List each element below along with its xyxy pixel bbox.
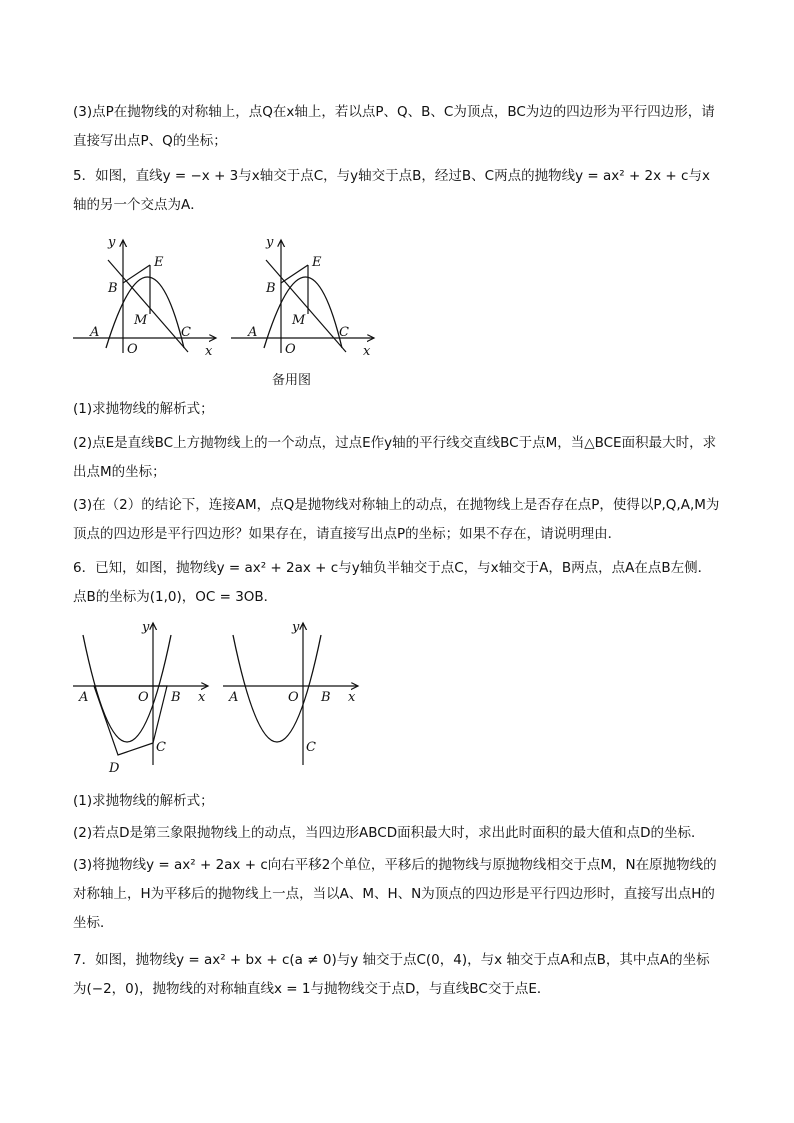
label-d: D — [109, 761, 120, 775]
label-m: M — [292, 313, 306, 328]
segment-be — [123, 265, 150, 283]
q5-part2: (2)点E是直线BC上方抛物线上的一个动点，过点E作y轴的平行线交直线BC于点M，当△BCE面积最大时，求出点M的坐标； — [73, 435, 717, 480]
segment-be — [281, 265, 308, 283]
q6-figure-2 — [218, 615, 368, 775]
q6-stem: 6．已知，如图，抛物线y = ax² + 2ax + c与y轴负半轴交于点C，与x轴交于A，B两点，点A在点B左侧．点B的坐标为(1,0)，OC = 3OB． — [73, 560, 712, 605]
label-x: x — [205, 344, 213, 358]
q6-part1: (1)求抛物线的解析式； — [73, 793, 214, 809]
parabola — [233, 635, 321, 742]
q7-stem: 7．如图，抛物线y = ax² + bx + c(a ≠ 0)与y 轴交于点C(0，4)，与x 轴交于点A和点B，其中点A的坐标为(−2，0)，抛物线的对称轴直线x = 1与抛物线交于点D，与直线BC交于点E． — [73, 952, 710, 997]
label-b: B — [266, 281, 276, 296]
label-a: A — [229, 690, 239, 705]
label-c: C — [339, 325, 349, 340]
label-c: C — [306, 740, 316, 755]
label-a: A — [248, 325, 258, 340]
label-y: y — [292, 620, 300, 635]
label-y: y — [266, 235, 274, 250]
label-c: C — [156, 740, 166, 755]
q6-part3: (3)将抛物线y = ax² + 2ax + c向右平移2个单位，平移后的抛物线与原抛物线相交于点M，N在原抛物线的对称轴上，H为平移后的抛物线上一点，当以A、M、H、N为顶点的四边形是平行四边形时，直接写出点H的坐标． — [73, 857, 717, 931]
label-e: E — [154, 255, 164, 270]
label-x: x — [198, 690, 206, 705]
label-a: A — [79, 690, 89, 705]
label-y: y — [108, 235, 116, 250]
label-y: y — [142, 620, 150, 635]
q4-part3: (3)点P在抛物线的对称轴上，点Q在x轴上，若以点P、Q、B、C为顶点，BC为边的四边形为平行四边形，请直接写出点P、Q的坐标； — [73, 104, 715, 149]
label-b: B — [171, 690, 181, 705]
q5-figure-2 — [226, 228, 386, 390]
figure-caption: 备用图 — [272, 373, 312, 388]
label-o: O — [127, 342, 138, 357]
q6-figure-1 — [68, 615, 218, 775]
label-c: C — [181, 325, 191, 340]
q5-part1: (1)求抛物线的解析式； — [73, 401, 214, 417]
label-x: x — [363, 344, 371, 359]
q5-figure-1 — [68, 228, 228, 358]
q5-stem: 5．如图，直线y = −x + 3与x轴交于点C，与y轴交于点B，经过B、C两点的抛物线y = ax² + 2x + c与x轴的另一个交点为A． — [73, 168, 710, 213]
label-m: M — [134, 313, 148, 328]
label-b: B — [108, 281, 118, 296]
q6-part2: (2)若点D是第三象限抛物线上的动点，当四边形ABCD面积最大时，求出此时面积的最大值和点D的坐标． — [73, 825, 705, 841]
label-o: O — [138, 690, 149, 705]
label-o: O — [285, 342, 296, 357]
label-o: O — [288, 690, 299, 705]
label-e: E — [312, 255, 322, 270]
label-b: B — [321, 690, 331, 705]
label-a: A — [90, 325, 100, 340]
q5-part3: (3)在（2）的结论下，连接AM，点Q是抛物线对称轴上的动点，在抛物线上是否存在点P，使得以P,Q,A,M为顶点的四边形是平行四边形？如果存在，请直接写出点P的坐标；如果不存在，请说明理由． — [73, 497, 720, 542]
label-x: x — [348, 690, 356, 705]
